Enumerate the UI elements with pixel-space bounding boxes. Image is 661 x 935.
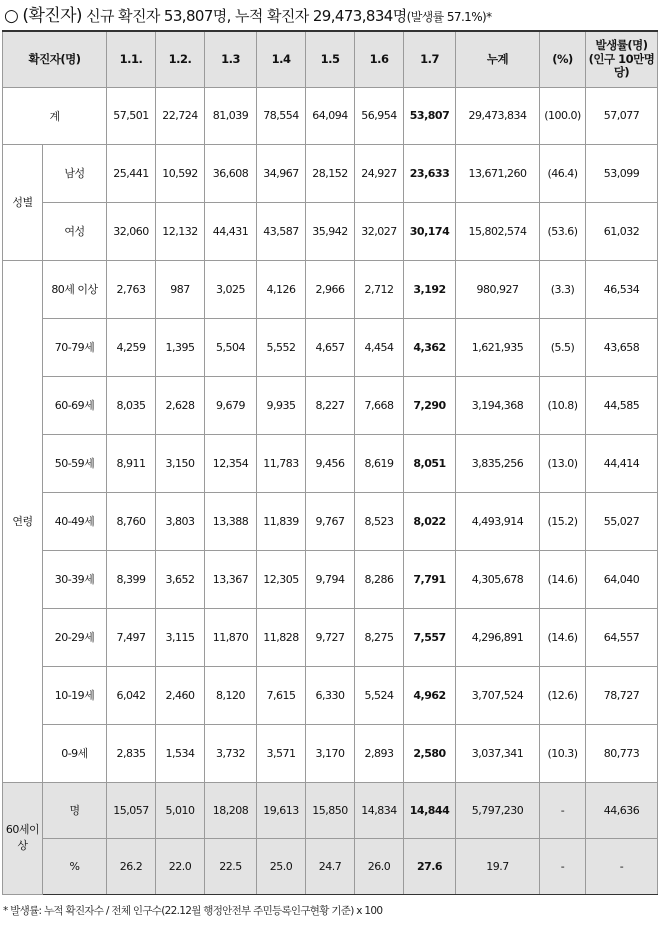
cell: 5,524 — [355, 666, 404, 724]
table-row-age — [3, 550, 658, 608]
table-row-age — [3, 724, 658, 782]
cell-percent: (15.2) — [540, 492, 586, 550]
cell: 18,208 — [205, 782, 257, 838]
cell: 8,035 — [107, 376, 156, 434]
cell: 2,580 — [404, 724, 456, 782]
cell: 9,794 — [306, 550, 355, 608]
group-label-age: 연령 — [3, 260, 43, 782]
cell-cumulative: 1,621,935 — [456, 318, 540, 376]
cell: 15,057 — [107, 782, 156, 838]
cell: 9,767 — [306, 492, 355, 550]
group-label-over60-text: 60세이상 — [5, 822, 40, 852]
cell-percent: (53.6) — [540, 202, 586, 260]
cell-cumulative: 980,927 — [456, 260, 540, 318]
cell: 14,834 — [355, 782, 404, 838]
title-label: (확진자) — [22, 6, 82, 26]
cell-rate: - — [586, 838, 658, 894]
cell: 8,911 — [107, 434, 156, 492]
cell: 9,679 — [205, 376, 257, 434]
cell: 9,727 — [306, 608, 355, 666]
cell: 24.7 — [306, 838, 355, 894]
cell: 8,523 — [355, 492, 404, 550]
cell: 8,051 — [404, 434, 456, 492]
cell: 2,893 — [355, 724, 404, 782]
cell-percent: (13.0) — [540, 434, 586, 492]
cell-percent: (10.3) — [540, 724, 586, 782]
cell: 36,608 — [205, 144, 257, 202]
cell: 3,803 — [156, 492, 205, 550]
cell-cumulative: 13,671,260 — [456, 144, 540, 202]
cell: 13,388 — [205, 492, 257, 550]
cell: 3,170 — [306, 724, 355, 782]
cell: 2,966 — [306, 260, 355, 318]
circle-marker: ○ — [4, 6, 19, 26]
cell: 5,504 — [205, 318, 257, 376]
cell: 22.5 — [205, 838, 257, 894]
cell: 26.2 — [107, 838, 156, 894]
cell: 2,763 — [107, 260, 156, 318]
title-cum-text: 누적 확진자 — [235, 7, 309, 25]
table-row-male — [3, 144, 658, 202]
cell-rate: 44,636 — [586, 782, 658, 838]
cell: 35,942 — [306, 202, 355, 260]
cell: 3,115 — [156, 608, 205, 666]
cell: 32,027 — [355, 202, 404, 260]
cell: 4,962 — [404, 666, 456, 724]
footnote: * 발생률: 누적 확진자수 / 전체 인구수(22.12월 행정안전부 주민등록인구현황 기준) x 100 — [3, 905, 383, 917]
cell: 987 — [156, 260, 205, 318]
table-row-over60-pct — [3, 838, 658, 894]
cell: 2,460 — [156, 666, 205, 724]
cell-rate: 64,557 — [586, 608, 658, 666]
cell-percent: (5.5) — [540, 318, 586, 376]
cell: 8,227 — [306, 376, 355, 434]
cell-rate: 46,534 — [586, 260, 658, 318]
cell: 12,354 — [205, 434, 257, 492]
cell-rate: 44,414 — [586, 434, 658, 492]
row-label: 80세 이상 — [43, 260, 107, 318]
cell: 2,835 — [107, 724, 156, 782]
table-row-female — [3, 202, 658, 260]
title-new-cases: 53,807명, — [163, 7, 231, 25]
cell-rate: 53,099 — [586, 144, 658, 202]
row-label: 10-19세 — [43, 666, 107, 724]
cell-cumulative: 4,296,891 — [456, 608, 540, 666]
cell: 30,174 — [404, 202, 456, 260]
row-label: 0-9세 — [43, 724, 107, 782]
cell: 9,935 — [257, 376, 306, 434]
row-label: 남성 — [43, 144, 107, 202]
cell: 22.0 — [156, 838, 205, 894]
cell-rate: 55,027 — [586, 492, 658, 550]
cell-cumulative: 3,194,368 — [456, 376, 540, 434]
cell-cumulative: 19.7 — [456, 838, 540, 894]
cell: 3,150 — [156, 434, 205, 492]
cell-cumulative: 3,835,256 — [456, 434, 540, 492]
cell: 8,286 — [355, 550, 404, 608]
cell: 3,732 — [205, 724, 257, 782]
cell: 81,039 — [205, 87, 257, 144]
cell: 56,954 — [355, 87, 404, 144]
cell: 1,534 — [156, 724, 205, 782]
cell-percent: - — [540, 838, 586, 894]
page-title — [4, 3, 654, 29]
row-label: 50-59세 — [43, 434, 107, 492]
cell-rate: 43,658 — [586, 318, 658, 376]
cell-percent: (100.0) — [540, 87, 586, 144]
cell: 7,615 — [257, 666, 306, 724]
cell: 8,399 — [107, 550, 156, 608]
cell: 10,592 — [156, 144, 205, 202]
cases-table — [2, 30, 658, 895]
cell: 12,305 — [257, 550, 306, 608]
cell: 3,652 — [156, 550, 205, 608]
row-label: 계 — [3, 87, 107, 144]
row-label: 70-79세 — [43, 318, 107, 376]
group-label-sex: 성별 — [3, 144, 43, 260]
cell: 53,807 — [404, 87, 456, 144]
header-row — [3, 31, 658, 87]
cell: 6,330 — [306, 666, 355, 724]
header-day: 1.2. — [156, 31, 205, 87]
cell: 5,552 — [257, 318, 306, 376]
cell-rate: 80,773 — [586, 724, 658, 782]
header-day: 1.6 — [355, 31, 404, 87]
header-day: 1.1. — [107, 31, 156, 87]
table-row-age — [3, 376, 658, 434]
cell-percent: (14.6) — [540, 608, 586, 666]
table-row-age — [3, 608, 658, 666]
header-day: 1.3 — [205, 31, 257, 87]
cell: 8,619 — [355, 434, 404, 492]
table-row-age — [3, 666, 658, 724]
title-cum-cases: 29,473,834명 — [312, 7, 407, 25]
cell-percent: (12.6) — [540, 666, 586, 724]
cell: 7,668 — [355, 376, 404, 434]
cell: 8,120 — [205, 666, 257, 724]
cell-cumulative: 3,707,524 — [456, 666, 540, 724]
cell-cumulative: 5,797,230 — [456, 782, 540, 838]
cell: 7,791 — [404, 550, 456, 608]
title-new-text: 신규 확진자 — [86, 7, 160, 25]
cell: 26.0 — [355, 838, 404, 894]
header-percent: (%) — [540, 31, 586, 87]
table-row-age — [3, 492, 658, 550]
row-label: 20-29세 — [43, 608, 107, 666]
cell: 8,760 — [107, 492, 156, 550]
row-label: 30-39세 — [43, 550, 107, 608]
row-label: 여성 — [43, 202, 107, 260]
cell: 4,454 — [355, 318, 404, 376]
row-label: 60-69세 — [43, 376, 107, 434]
table-row-age — [3, 434, 658, 492]
cell: 11,828 — [257, 608, 306, 666]
cell: 4,126 — [257, 260, 306, 318]
row-label: 40-49세 — [43, 492, 107, 550]
cell: 9,456 — [306, 434, 355, 492]
cell: 5,010 — [156, 782, 205, 838]
cell: 4,259 — [107, 318, 156, 376]
cell-percent: (46.4) — [540, 144, 586, 202]
cell-cumulative: 15,802,574 — [456, 202, 540, 260]
cell-cumulative: 4,305,678 — [456, 550, 540, 608]
cell: 2,628 — [156, 376, 205, 434]
header-day: 1.7 — [404, 31, 456, 87]
cell: 57,501 — [107, 87, 156, 144]
header-category: 확진자(명) — [3, 31, 107, 87]
cell-percent: (10.8) — [540, 376, 586, 434]
cell: 43,587 — [257, 202, 306, 260]
cell: 7,557 — [404, 608, 456, 666]
cell: 25,441 — [107, 144, 156, 202]
header-day: 1.4 — [257, 31, 306, 87]
cell: 22,724 — [156, 87, 205, 144]
table-row-age — [3, 260, 658, 318]
header-cumulative: 누계 — [456, 31, 540, 87]
cell: 24,927 — [355, 144, 404, 202]
header-incidence: 발생률(명) (인구 10만명당) — [586, 31, 658, 87]
cell: 4,657 — [306, 318, 355, 376]
cell: 2,712 — [355, 260, 404, 318]
header-day: 1.5 — [306, 31, 355, 87]
cell: 8,022 — [404, 492, 456, 550]
cell-rate: 44,585 — [586, 376, 658, 434]
table-row-age — [3, 318, 658, 376]
cell: 32,060 — [107, 202, 156, 260]
cell-rate: 61,032 — [586, 202, 658, 260]
cell-cumulative: 29,473,834 — [456, 87, 540, 144]
cell: 1,395 — [156, 318, 205, 376]
cell: 23,633 — [404, 144, 456, 202]
cell: 4,362 — [404, 318, 456, 376]
cell-rate: 78,727 — [586, 666, 658, 724]
cell: 14,844 — [404, 782, 456, 838]
cell: 19,613 — [257, 782, 306, 838]
table-row-over60-count — [3, 782, 658, 838]
cell: 78,554 — [257, 87, 306, 144]
cell: 3,571 — [257, 724, 306, 782]
cell: 27.6 — [404, 838, 456, 894]
cell-percent: - — [540, 782, 586, 838]
cell: 44,431 — [205, 202, 257, 260]
cell: 28,152 — [306, 144, 355, 202]
cell: 25.0 — [257, 838, 306, 894]
cell-rate: 57,077 — [586, 87, 658, 144]
row-label: % — [43, 838, 107, 894]
cell: 11,783 — [257, 434, 306, 492]
cell: 34,967 — [257, 144, 306, 202]
cell: 12,132 — [156, 202, 205, 260]
table-row-total — [3, 87, 658, 144]
cell: 15,850 — [306, 782, 355, 838]
cell: 6,042 — [107, 666, 156, 724]
cell: 64,094 — [306, 87, 355, 144]
cell: 7,290 — [404, 376, 456, 434]
cell: 7,497 — [107, 608, 156, 666]
cell: 3,192 — [404, 260, 456, 318]
title-rate-note: (발생률 57.1%)* — [406, 10, 492, 24]
cell: 3,025 — [205, 260, 257, 318]
cell: 8,275 — [355, 608, 404, 666]
cell: 13,367 — [205, 550, 257, 608]
cell: 11,839 — [257, 492, 306, 550]
cell: 11,870 — [205, 608, 257, 666]
group-label-over60 — [3, 782, 43, 894]
cell-cumulative: 4,493,914 — [456, 492, 540, 550]
cell-cumulative: 3,037,341 — [456, 724, 540, 782]
cell-percent: (3.3) — [540, 260, 586, 318]
cell-percent: (14.6) — [540, 550, 586, 608]
row-label: 명 — [43, 782, 107, 838]
cell-rate: 64,040 — [586, 550, 658, 608]
